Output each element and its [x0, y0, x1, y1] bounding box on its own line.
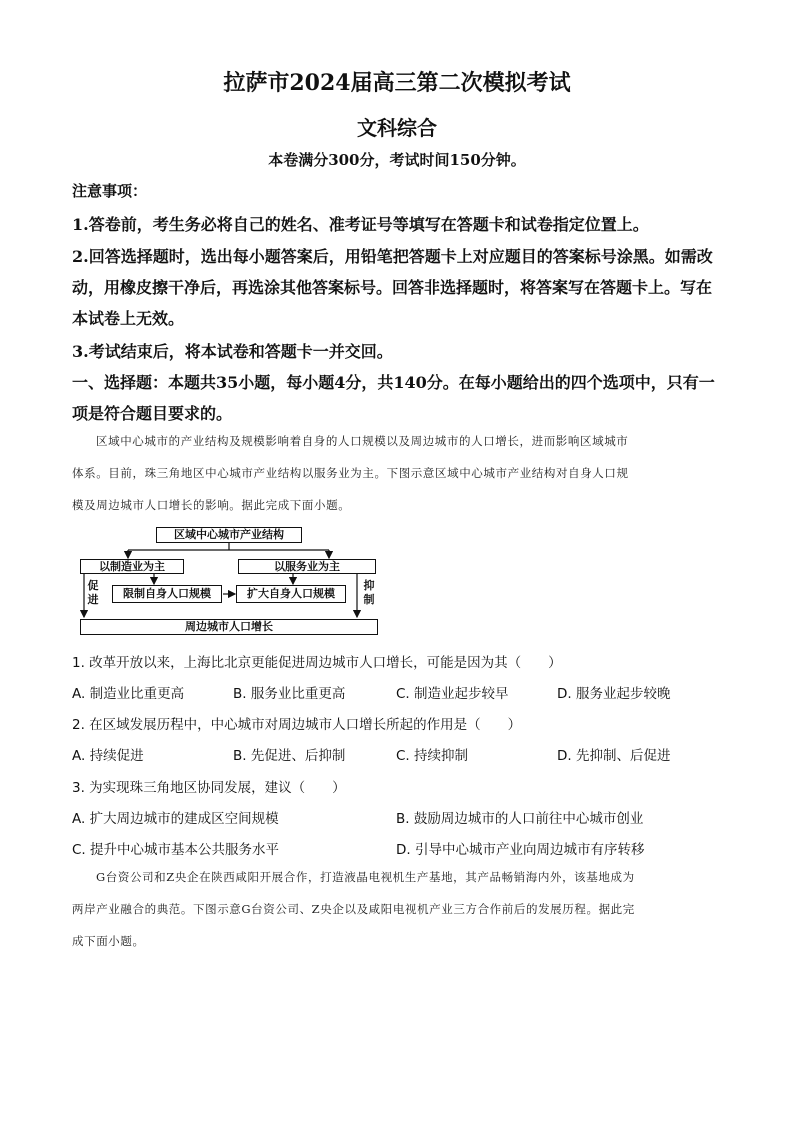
- option-c[interactable]: C. 制造业起步较早: [396, 686, 509, 702]
- diagram-promote-label: 促进: [87, 579, 99, 606]
- option-a[interactable]: A. 持续促进: [72, 748, 144, 764]
- diagram-manufacturing-box: 以制造业为主: [80, 559, 184, 574]
- option-a[interactable]: A. 扩大周边城市的建成区空间规模: [72, 811, 279, 827]
- notice-item: 2.回答选择题时，选出每小题答案后，用铅笔把答题卡上对应题目的答案标号涂黑。如需改: [72, 247, 713, 266]
- passage-line: 区域中心城市的产业结构及规模影响着自身的人口规模以及周边城市的人口增长，进而影响区域城市: [96, 434, 629, 448]
- option-c[interactable]: C. 持续抑制: [396, 748, 469, 764]
- passage-line: 体系。目前，珠三角地区中心城市产业结构以服务业为主。下图示意区域中心城市产业结构对自身人口规: [72, 466, 629, 480]
- diagram-top-box: 区域中心城市产业结构: [156, 527, 302, 543]
- notice-item: 3.考试结束后，将本试卷和答题卡一并交回。: [72, 342, 393, 361]
- notice-item: 本试卷上无效。: [72, 309, 185, 328]
- notice-item: 动，用橡皮擦干净后，再选涂其他答案标号。回答非选择题时，将答案写在答题卡上。写在: [72, 278, 713, 297]
- exam-info: 本卷满分300分，考试时间150分钟。: [268, 151, 526, 169]
- structure-diagram: [78, 525, 380, 637]
- option-c[interactable]: C. 提升中心城市基本公共服务水平: [72, 842, 280, 858]
- exam-title: 拉萨市2024届高三第二次模拟考试: [223, 70, 571, 96]
- question-stem: 1. 改革开放以来，上海比北京更能促进周边城市人口增长，可能是因为其（ ）: [72, 655, 562, 671]
- option-b[interactable]: B. 先促进、后抑制: [233, 748, 346, 764]
- option-a[interactable]: A. 制造业比重更高: [72, 686, 185, 702]
- option-d[interactable]: D. 先抑制、后促进: [557, 748, 671, 764]
- section-heading: 项是符合题目要求的。: [72, 404, 233, 423]
- question-stem: 2. 在区域发展历程中，中心城市对周边城市人口增长所起的作用是（ ）: [72, 717, 522, 733]
- exam-subject: 文科综合: [357, 116, 437, 140]
- option-d[interactable]: D. 引导中心城市产业向周边城市有序转移: [396, 842, 645, 858]
- option-b[interactable]: B. 服务业比重更高: [233, 686, 346, 702]
- question-stem: 3. 为实现珠三角地区协同发展，建议（ ）: [72, 780, 346, 796]
- diagram-service-box: 以服务业为主: [238, 559, 376, 574]
- passage-line: G台资公司和Z央企在陕西咸阳开展合作，打造液晶电视机生产基地，其产品畅销海内外，该基地成为: [96, 870, 635, 884]
- option-b[interactable]: B. 鼓励周边城市的人口前往中心城市创业: [396, 811, 644, 827]
- diagram-limit-box: 限制自身人口规模: [112, 585, 222, 603]
- passage-line: 成下面小题。: [72, 934, 145, 948]
- passage-line: 模及周边城市人口增长的影响。据此完成下面小题。: [72, 498, 351, 512]
- option-d[interactable]: D. 服务业起步较晚: [557, 686, 671, 702]
- section-heading: 一、选择题：本题共35小题，每小题4分，共140分。在每小题给出的四个选项中，只有一: [72, 373, 715, 392]
- notice-heading: 注意事项：: [72, 182, 148, 200]
- diagram-inhibit-label: 抑制: [363, 579, 375, 606]
- diagram-bottom-box: 周边城市人口增长: [80, 619, 378, 635]
- passage-line: 两岸产业融合的典范。下图示意G台资公司、Z央企以及咸阳电视机产业三方合作前后的发展历程。据此完: [72, 902, 635, 916]
- notice-item: 1.答卷前，考生务必将自己的姓名、准考证号等填写在答题卡和试卷指定位置上。: [72, 215, 649, 234]
- diagram-expand-box: 扩大自身人口规模: [236, 585, 346, 603]
